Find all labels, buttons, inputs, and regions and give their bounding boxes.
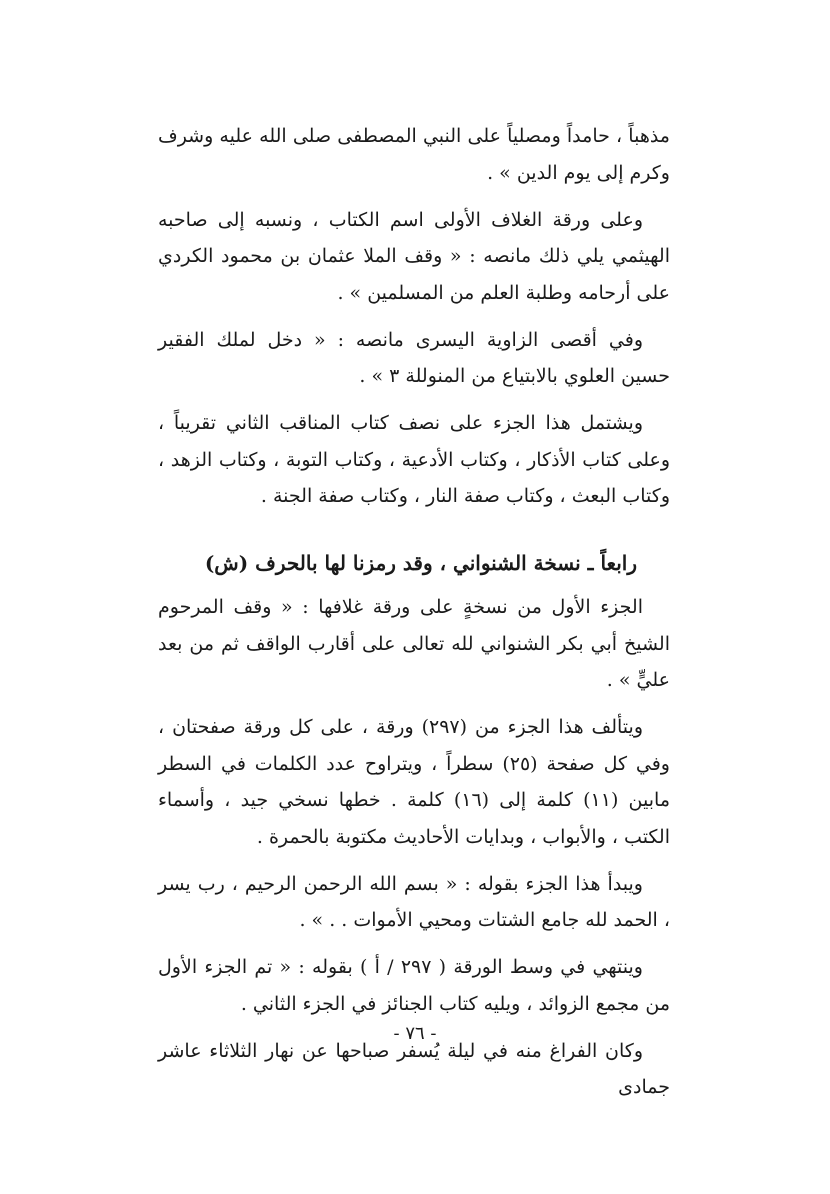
section-heading: رابعاً ـ نسخة الشنواني ، وقد رمزنا لها بالحرف (ش) [204, 550, 637, 575]
paragraph-opening: ويبدأ هذا الجزء بقوله : « بسم الله الرحمن الرحيم ، رب يسر ، الحمد لله جامع الشتات ومحيي الأموات . . » . [158, 872, 670, 931]
paragraph-ending: وينتهي في وسط الورقة ( ٢٩٧ / أ ) بقوله : « تم الجزء الأول من مجمع الزوائد ، ويليه كتاب الجنائز في الجزء الثاني . [158, 956, 670, 1015]
body-text [158, 118, 670, 1116]
page-number: - ٧٦ - [393, 1023, 437, 1044]
paragraph-cover-page: وعلى ورقة الغلاف الأولى اسم الكتاب ، ونسبه إلى صاحبه الهيثمي يلي ذلك مانصه : « وقف الملا عثمان بن محمود الكردي على أرحامه وطلبة العلم من المسلمين » . [158, 208, 670, 304]
paragraph-left-corner: وفي أقصى الزاوية اليسرى مانصه : « دخل لملك الفقير حسين العلوي بالابتياع من المنوللة ٣ » . [158, 328, 670, 387]
paragraph-continuation: مذهباً ، حامداً ومصلياً على النبي المصطفى صلى الله عليه وشرف وكرم إلى يوم الدين » . [158, 125, 670, 184]
paragraph-contents: ويشتمل هذا الجزء على نصف كتاب المناقب الثاني تقريباً ، وعلى كتاب الأذكار ، وكتاب الأدعية ، وكتاب التوبة ، وكتاب الزهد ، وكتاب البعث ، وكتاب صفة النار ، وكتاب صفة الجنة . [158, 412, 670, 507]
paragraph-completion: وكان الفراغ منه في ليلة يُسفر صباحها عن نهار الثلاثاء عاشر جمادى [158, 1039, 670, 1098]
paragraph-first-volume: الجزء الأول من نسخةٍ على ورقة غلافها : « وقف المرحوم الشيخ أبي بكر الشنواني لله تعالى على أقارب الواقف ثم من بعد عليٍّ » . [158, 596, 670, 691]
paragraph-composition: ويتألف هذا الجزء من (٢٩٧) ورقة ، على كل ورقة صفحتان ، وفي كل صفحة (٢٥) سطراً ، ويتراوح عدد الكلمات في السطر مابين (١١) كلمة إلى (١٦) كلمة . خطها نسخي جيد ، وأسماء الكتب ، والأبواب ، وبدايات الأحاديث مكتوبة بالحمرة . [158, 716, 671, 848]
